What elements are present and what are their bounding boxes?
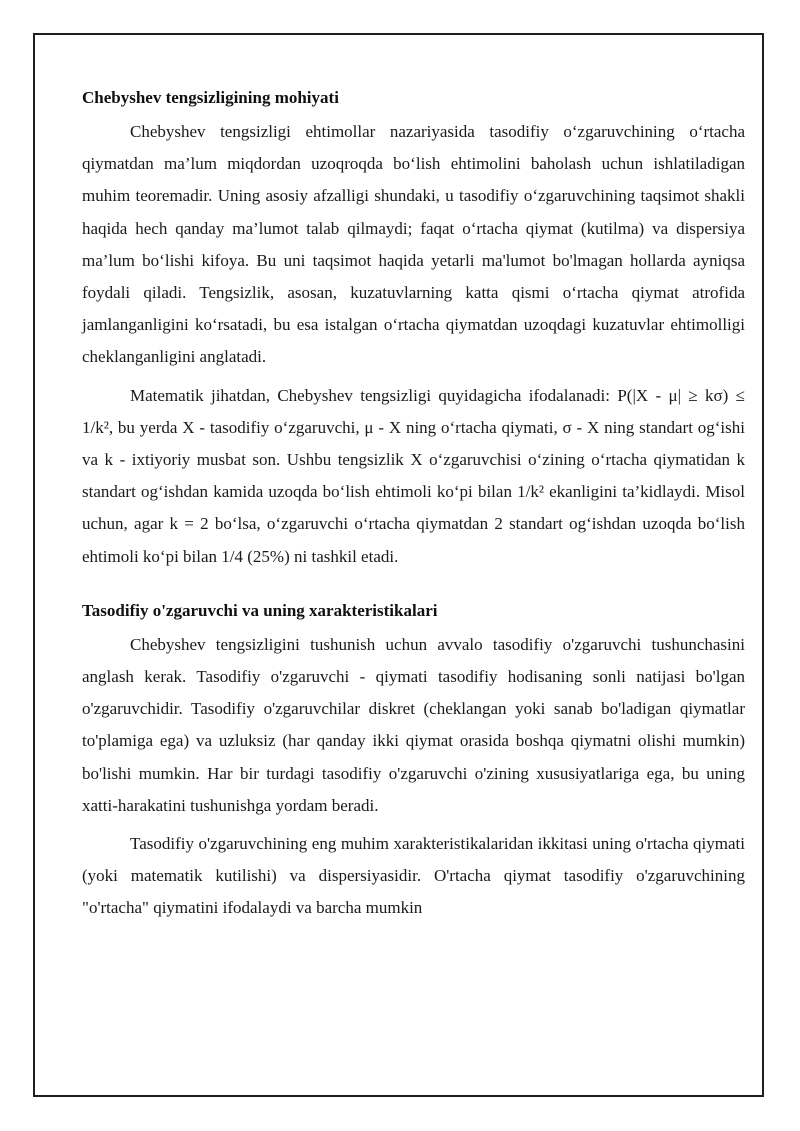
section-heading-chebyshev-essence: Chebyshev tengsizligining mohiyati [82, 88, 339, 107]
paragraph-random-variable-intro: Chebyshev tengsizligini tushunish uchun avvalo tasodifiy o'zgaruvchi tushunchasini anglash kerak. Tasodifiy o'zgaruvchi - qiymati tasodifiy hodisaning sonli natijasi bo'lgan o'zgaruvchidir. Tasodifiy o'zgaruvchilar diskret (cheklangan yoki sanab bo'ladigan qiymatlar to'plamiga ega) va uzluksiz (har qanday ikki qiymat orasida boshqa qiymatni olishi mumkin) bo'lishi mumkin. Har bir turdagi tasodifiy o'zgaruvchi o'zining xususiyatlariga ega, bu uning xatti-harakatini tushunishga yordam beradi. [82, 634, 745, 815]
document-body [82, 80, 745, 931]
section-spacer [82, 579, 745, 593]
paragraph-random-variable-characteristics: Tasodifiy o'zgaruvchining eng muhim xarakteristikalaridan ikkitasi uning o'rtacha qiymati (yoki matematik kutilishi) va dispersiyasidir. O'rtacha qiymat tasodifiy o'zgaruvchining "o'rtacha" qiymatini ifodalaydi va barcha mumkin [82, 834, 745, 918]
paragraph-chebyshev-formula: Matematik jihatdan, Chebyshev tengsizligi quyidagicha ifodalanadi: P(|X - μ| ≥ kσ) ≤ 1/k², bu yerda X - tasodifiy o‘zgaruvchi, μ - X ning o‘rtacha qiymati, σ - X ning standart og‘ishi va k - ixtiyoriy musbat son. Ushbu tengsizlik X o‘zgaruvchisi o‘zining o‘rtacha qiymatidan k standart og‘ishdan kamida uzoqda bo‘lish ehtimoli ko‘pi bilan 1/k² ekanligini ta’kidlaydi. Misol uchun, agar k = 2 bo‘lsa, o‘zgaruvchi o‘rtacha qiymatdan 2 standart og‘ishdan uzoqda bo‘lish ehtimoli ko‘pi bilan 1/4 (25%) ni tashkil etadi. [82, 385, 745, 566]
section-heading-random-variable: Tasodifiy o'zgaruvchi va uning xarakteristikalari [82, 600, 438, 620]
paragraph-chebyshev-intro: Chebyshev tengsizligi ehtimollar nazariyasida tasodifiy o‘zgaruvchining o‘rtacha qiymatdan ma’lum miqdordan uzoqroqda bo‘lish ehtimolini baholash uchun ishlatiladigan muhim teoremadir. Uning asosiy afzalligi shundaki, u tasodifiy o‘zgaruvchining taqsimot shakli haqida hech qanday ma’lumot talab qilmaydi; faqat o‘rtacha qiymat (kutilma) va dispersiya ma’lum bo‘lishi kifoya. Bu uni taqsimot haqida yetarli ma'lumot bo'lmagan hollarda ayniqsa foydali qiladi. Tengsizlik, asosan, kuzatuvlarning katta qismi o‘rtacha qiymat atrofida jamlanganligini ko‘rsatadi, bu esa istalgan o‘rtacha qiymatdan uzoqdagi kuzatuvlar ehtimolligi cheklanganligini anglatadi. [82, 122, 745, 367]
